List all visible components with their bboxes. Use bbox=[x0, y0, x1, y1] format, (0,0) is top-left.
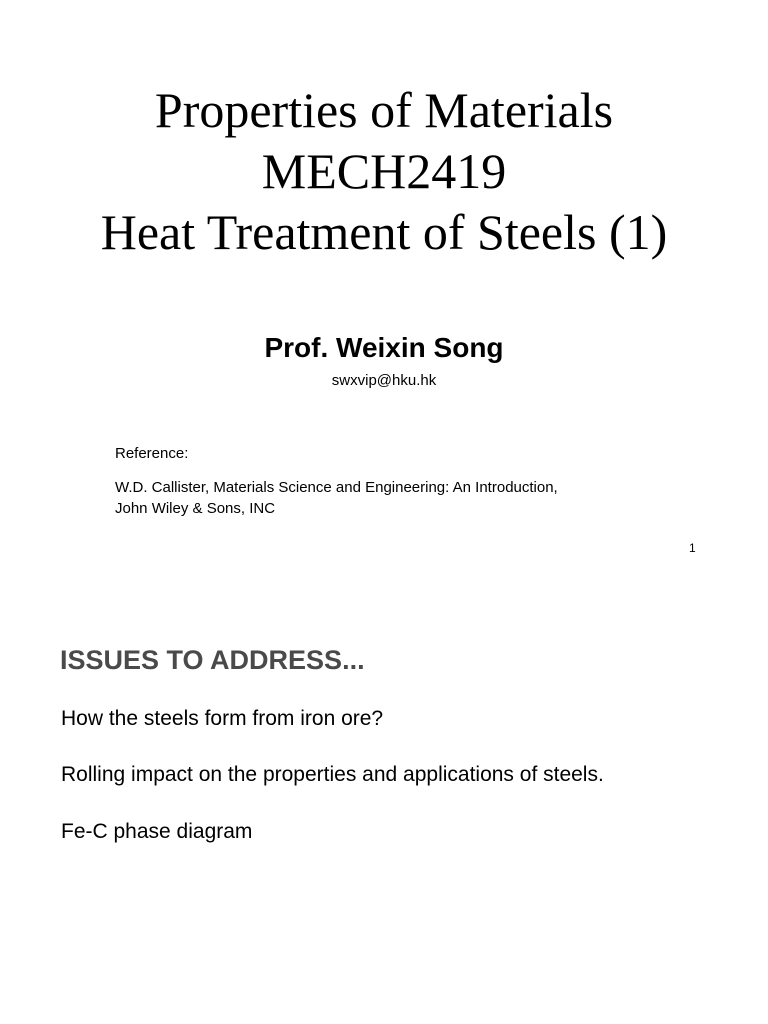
reference-line: John Wiley & Sons, INC bbox=[115, 500, 276, 517]
issue-item: Fe-C phase diagram bbox=[61, 820, 253, 843]
page-number: 1 bbox=[689, 541, 696, 555]
slide-issues bbox=[0, 590, 768, 1024]
title-line-topic: Heat Treatment of Steels (1) bbox=[100, 204, 668, 260]
author-name: Prof. Weixin Song bbox=[264, 332, 504, 363]
title-line-course-code: MECH2419 bbox=[261, 143, 507, 199]
author-email: swxvip@hku.hk bbox=[331, 372, 437, 389]
slide-title bbox=[0, 80, 768, 263]
issues-heading: ISSUES TO ADDRESS... bbox=[60, 645, 365, 675]
reference-line: W.D. Callister, Materials Science and Engineering: An Introduction, bbox=[115, 479, 558, 496]
reference-citation bbox=[115, 477, 655, 519]
issue-item: Rolling impact on the properties and applications of steels. bbox=[61, 763, 604, 786]
issue-item: How the steels form from iron ore? bbox=[61, 707, 384, 730]
title-line-course-name: Properties of Materials bbox=[154, 82, 614, 138]
reference-label: Reference: bbox=[115, 445, 189, 462]
